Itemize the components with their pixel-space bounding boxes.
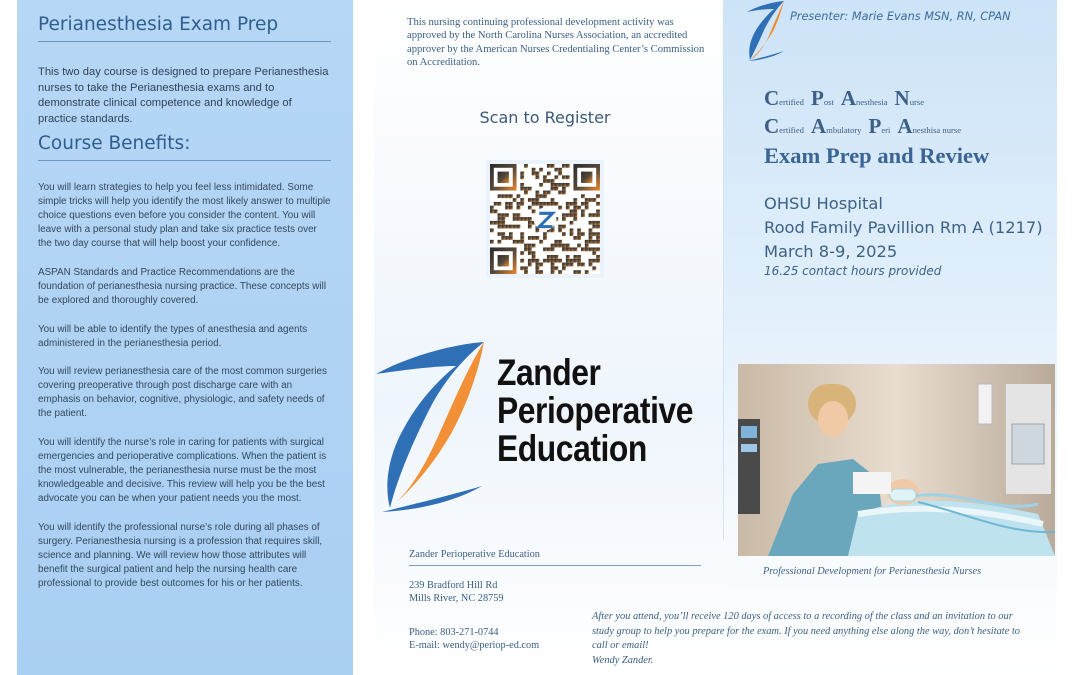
cert-word: ost — [823, 97, 834, 107]
capa-certification-line — [764, 114, 964, 139]
course-title: Perianesthesia Exam Prep — [38, 14, 279, 35]
logo-line: Perioperative — [497, 390, 694, 431]
exam-prep-title: Exam Prep and Review — [764, 143, 990, 168]
event-dates: March 8-9, 2025 — [764, 242, 898, 261]
course-intro: This two day course is designed to prepare Perianesthesia nurses to take the Perianesthesia exams and to demonstrate clinical competence and knowledge of practice standards. — [38, 66, 329, 125]
cert-word: nesthisa nurse — [912, 125, 962, 135]
logo-line: Zander — [497, 352, 601, 393]
cert-initial: N — [894, 86, 910, 110]
registration-qr-code[interactable] — [486, 160, 604, 278]
zander-logo-wordmark — [497, 354, 693, 468]
zander-small-logo-icon — [744, 0, 786, 62]
benefit-paragraph: ASPAN Standards and Practice Recommendations are the foundation of perianesthesia nursing practice. These concepts will be explored and thoroughly covered. — [38, 266, 327, 307]
cert-initial: C — [764, 114, 780, 138]
cert-word: ertified — [779, 125, 804, 135]
scan-to-register-label: Scan to Register — [479, 108, 611, 127]
nurse-with-patient-image-icon — [738, 364, 1055, 556]
phone-number[interactable]: Phone: 803-271-0744 — [409, 626, 499, 638]
presenter-name: Presenter: Marie Evans MSN, RN, CPAN — [790, 10, 1011, 23]
cert-initial: A — [810, 114, 827, 138]
cert-word: ertified — [779, 97, 804, 107]
cover-panel — [724, 0, 1057, 675]
cert-word: eri — [881, 125, 891, 135]
contact-hours: 16.25 contact hours provided — [764, 264, 942, 278]
cpan-certification-line — [764, 86, 927, 111]
title-divider — [38, 41, 331, 42]
zander-logo-icon — [374, 336, 486, 514]
registration-panel — [374, 0, 724, 675]
cert-word: nesthesia — [856, 97, 888, 107]
cert-initial: P — [810, 86, 824, 110]
benefit-paragraph: You will be able to identify the types of anesthesia and agents administered in the perianesthesia period. — [38, 323, 308, 349]
logo-line: Education — [497, 428, 647, 469]
photo-caption: Professional Development for Perianesthesia Nurses — [763, 566, 982, 577]
organization-name: Zander Perioperative Education — [409, 548, 701, 566]
email-address[interactable]: E-mail: wendy@periop-ed.com — [409, 639, 540, 651]
nurse-patient-photo — [738, 364, 1055, 556]
benefits-heading: Course Benefits: — [38, 133, 191, 154]
signature: Wendy Zander. — [592, 654, 654, 666]
cert-initial: A — [897, 114, 913, 138]
benefit-paragraph: You will identify the nurse’s role in caring for patients with surgical emergencies and perioperative complications. When the patient is the most vulnerable, the perianesthesia nurse must be the most knowledgeable and decisive. This review will help you be the best advocate you can be when your patient needs you the most. — [38, 436, 327, 505]
city-state-zip: Mills River, NC 28759 — [409, 593, 504, 605]
benefit-paragraph: You will identify the professional nurse’s role during all phases of surgery. Perianesthesia nursing is a profession that requires skill, science and planning. We will review how those attributes will benefit the surgical patient and help the nursing health care professional to provide best outcomes for his or her patients. — [38, 521, 323, 590]
attendance-message: After you attend, you’ll receive 120 days of access to a recording of the class and an invitation to our study group to help you prepare for the exam. If you need anything else along the way, don’t hesitate to call or email! — [592, 611, 1020, 651]
qr-code-icon — [490, 164, 600, 274]
benefit-paragraph: You will learn strategies to help you feel less intimidated. Some simple tricks will help you identify the most likely answer to multiple choice questions even before you consider the content. You will leave with a personal study plan and take six practice tests over the two day course that will help boost your confidence. — [38, 182, 331, 250]
after-attendance-note — [592, 610, 1032, 668]
cert-initial: P — [868, 114, 882, 138]
cert-word: urse — [909, 97, 925, 107]
cert-initial: C — [764, 86, 780, 110]
accreditation-statement: This nursing continuing professional development activity was approved by the North Carolina Nurses Association, an accredited approver by the American Nurses Credentialing Center’s Commission on Accreditation. — [407, 17, 705, 68]
cert-word: mbulatory — [826, 125, 862, 135]
benefits-divider — [38, 160, 331, 161]
street-address: 239 Bradford Hill Rd — [409, 580, 498, 592]
cert-initial: A — [840, 86, 857, 110]
venue-hospital: OHSU Hospital — [764, 194, 883, 213]
benefit-paragraph: You will review perianesthesia care of the most common surgeries covering preoperative through post discharge care with an emphasis on behavior, cognitive, physiologic, and safety needs of the patient. — [38, 366, 327, 420]
course-info-panel — [17, 0, 353, 675]
venue-room: Rood Family Pavillion Rm A (1217) — [764, 218, 1043, 237]
benefits-list — [38, 181, 331, 591]
